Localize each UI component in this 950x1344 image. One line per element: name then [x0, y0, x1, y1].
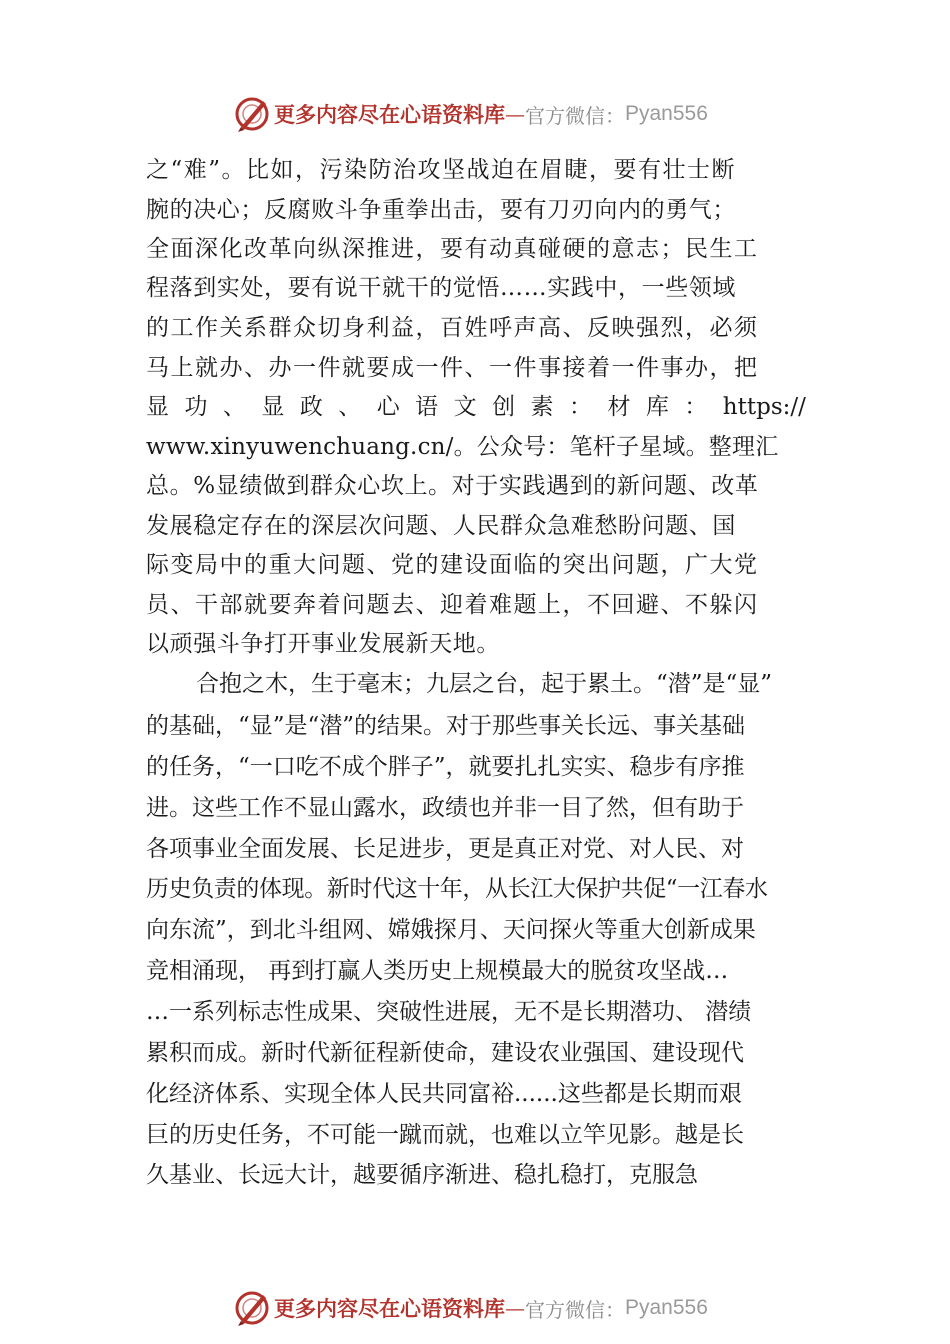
text-line: 的工作关系群众切身利益，百姓呼声高、反映强烈，必须: [146, 315, 759, 341]
spread-char: 显: [146, 394, 169, 420]
spread-char: 、: [222, 394, 246, 420]
text-line: 累积而成。新时代新征程新使命，建设农业强国、建设现代: [146, 1040, 744, 1066]
footer-wechat-label: 官方微信：: [525, 1297, 625, 1322]
spread-char: ：: [684, 394, 708, 420]
header-dash: —: [505, 102, 525, 126]
pen-seal-logo-icon: [232, 94, 272, 134]
footer-dash: —: [505, 1296, 525, 1320]
header-wechat-id: Pyan556: [625, 102, 708, 125]
spread-char: 功: [184, 394, 208, 420]
text-line: 以顽强斗争打开事业发展新天地。: [146, 631, 500, 657]
text-line: …一系列标志性成果、突破性进展，无不是长期潜功、 潜绩: [146, 999, 752, 1025]
text-line: 的基础，“显”是“潜”的结果。对于那些事关长远、事关基础: [146, 713, 746, 739]
text-line: 程落到实处，要有说干就干的觉悟……实践中，一些领域: [146, 275, 736, 301]
text-line-indent: 合抱之木，生于毫末；九层之台，起于累土。“潜”是“显”: [196, 671, 773, 697]
text-line: 全面深化改革向纵深推进，要有动真碰硬的意志；民生工: [146, 236, 759, 262]
footer-banner: [232, 1288, 708, 1328]
text-line: 总。%显绩做到群众心坎上。对于实践遇到的新问题、改革: [146, 473, 759, 499]
text-line: 之“难”。比如，污染防治攻坚战迫在眉睫，要有壮士断: [146, 157, 737, 183]
text-line: 际变局中的重大问题、党的建设面临的突出问题，广大党: [146, 552, 759, 578]
text-line: 历史负责的体现。新时代这十年，从长江大保护共促“一江春水: [146, 876, 768, 902]
text-line: 巨的历史任务，不可能一蹴而就，也难以立竿见影。越是长: [146, 1122, 744, 1148]
spread-url: https://: [722, 394, 806, 420]
spread-char: 、: [338, 394, 362, 420]
spread-char: 政: [299, 394, 323, 420]
spread-char: 库: [645, 394, 669, 420]
text-line: 发展稳定存在的深层次问题、人民群众急难愁盼问题、国: [146, 513, 736, 539]
pen-seal-logo-icon: [232, 1288, 272, 1328]
text-line: 员、干部就要奔着问题去、迎着难题上，不回避、不躲闪: [146, 592, 759, 618]
spread-char: 材: [607, 394, 631, 420]
spread-char: 创: [492, 394, 516, 420]
header-site-name: 更多内容尽在心语资料库: [274, 102, 505, 127]
text-line: 马上就办、办一件就要成一件、一件事接着一件事办，把: [146, 355, 759, 381]
header-wechat-label: 官方微信：: [525, 103, 625, 128]
spread-char: 显: [261, 394, 285, 420]
text-line: 竞相涌现， 再到打赢人类历史上规模最大的脱贫攻坚战…: [146, 958, 729, 984]
text-line: 向东流”，到北斗组网、嫦娥探月、天问探火等重大创新成果: [146, 917, 756, 943]
spread-char: 文: [453, 394, 477, 420]
text-line: 久基业、长远大计，越要循序渐进、稳扎稳打，克服急: [146, 1162, 698, 1188]
text-line: 进。这些工作不显山露水，政绩也并非一目了然，但有助于: [146, 795, 744, 821]
spread-char: ：: [568, 394, 592, 420]
spread-char: 语: [415, 394, 439, 420]
header-banner: [232, 94, 708, 134]
footer-wechat-id: Pyan556: [625, 1296, 708, 1319]
text-line: 腕的决心；反腐败斗争重拳出击，要有刀刃向内的勇气；: [146, 197, 736, 223]
text-line: 的任务，“一口吃不成个胖子”，就要扎扎实实、稳步有序推: [146, 754, 745, 780]
text-line: 化经济体系、实现全体人民共同富裕......这些都是长期而艰: [146, 1081, 742, 1107]
footer-site-name: 更多内容尽在心语资料库: [274, 1296, 505, 1321]
text-line-spread: [146, 392, 806, 422]
text-line: www.xinyuwenchuang.cn/。公众号：笔杆子星域。整理汇: [146, 434, 779, 460]
spread-char: 素: [530, 394, 554, 420]
spread-char: 心: [376, 394, 400, 420]
text-line: 各项事业全面发展、长足进步，更是真正对党、对人民、对: [146, 836, 744, 862]
